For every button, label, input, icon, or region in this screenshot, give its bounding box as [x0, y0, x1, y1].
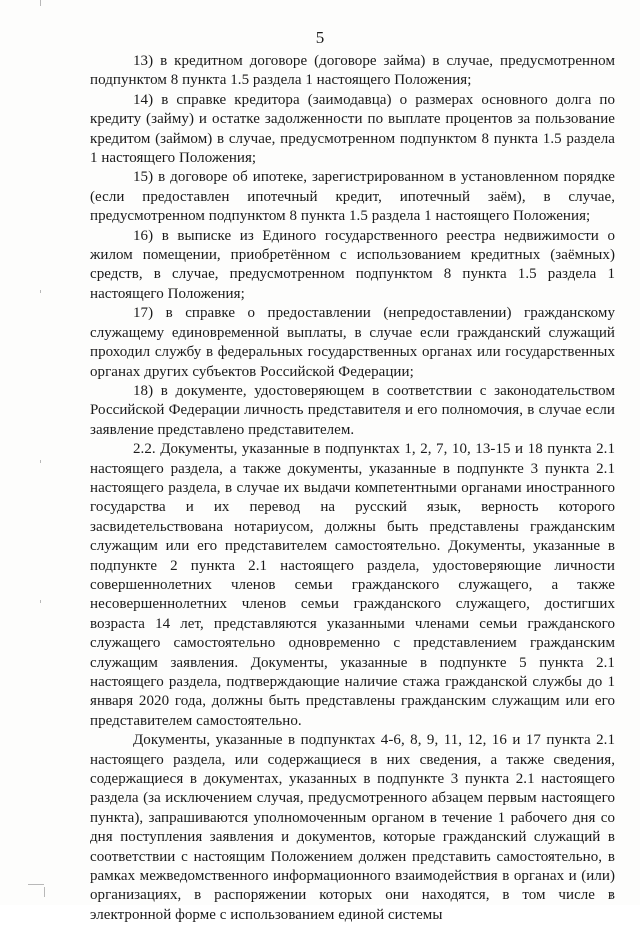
paragraph-item-16: 16) в выписке из Единого государственного реестра недвижимости о жилом помещении, приобретённом с использованием кредитных (заёмных) средств, в случае, предусмотренном подпунктом 8 пункта 1.5 раздела 1 настоящего Положения; [90, 227, 615, 302]
scan-margin-mark [40, 290, 41, 293]
scan-margin-mark [40, 0, 41, 6]
paragraph-section-2-2: 2.2. Документы, указанные в подпунктах 1, 2, 7, 10, 13-15 и 18 пункта 2.1 настоящего раздела, а также документы, указанные в подпункте 3 пункта 2.1 настоящего раздела, в случае их выдачи компетентными органами иностранного государства и их перевод на русский язык, верность которого засвидетельствована нотариусом, должны быть представлены гражданским служащим или его представителем самостоятельно. Документы, указанные в подпункте 2 пункта 2.1 настоящего раздела, удостоверяющие личности совершеннолетних членов семьи гражданского служащего, а также несовершеннолетних членов семьи гражданского служащего, достигших возраста 14 лет, представляются указанными членами семьи гражданского служащего самостоятельно одновременно с представлением гражданским служащим заявления. Документы, указанные в подпункте 5 пункта 2.1 настоящего раздела, подтверждающие наличие стажа гражданской службы до 1 января 2020 года, должны быть представлены гражданским служащим или его представителем самостоятельно. [90, 441, 615, 729]
scan-margin-mark [44, 887, 45, 897]
paragraph-item-18: 18) в документе, удостоверяющем в соответствии с законодательством Российской Федерации личность представителя и его полномочия, в случае если заявление представлено представителем. [90, 382, 615, 438]
paragraph-item-17: 17) в справке о предоставлении (непредоставлении) гражданскому служащему единовременной выплаты, в случае если гражданский служащий проходил службу в федеральных государственных органах или государственных органах других субъектов Российской Федерации; [90, 305, 615, 380]
scan-margin-mark [40, 600, 41, 603]
paragraph-item-15: 15) в договоре об ипотеке, зарегистрированном в установленном порядке (если предоставлен ипотечный кредит, ипотечный заём), в случае, предусмотренном подпунктом 8 пункта 1.5 раздела 1 настоящего Положения; [90, 169, 615, 225]
paragraph-item-14: 14) в справке кредитора (заимодавца) о размерах основного долга по кредиту (займу) и остатке задолженности по выплате процентов за пользование кредитом (займом) в случае, предусмотренном подпунктом 8 пункта 1.5 раздела 1 настоящего Положения; [90, 91, 615, 167]
paragraph-item-13: 13) в кредитном договоре (договоре займа) в случае, предусмотренном подпунктом 8 пункта 1.5 раздела 1 настоящего Положения; [90, 53, 615, 89]
scan-margin-mark [28, 884, 44, 885]
document-body [90, 52, 615, 925]
page-number: 5 [315, 28, 325, 47]
paragraph-documents-requested: Документы, указанные в подпунктах 4-6, 8, 9, 11, 12, 16 и 17 пункта 2.1 настоящего раздела, или содержащиеся в них сведения, а также сведения, содержащиеся в документах, указанных в подпункте 3 пункта 2.1 настоящего раздела (за исключением случая, предусмотренного абзацем первым настоящего пункта), запрашиваются уполномоченным органом в течение 1 рабочего дня со дня поступления заявления и документов, которые гражданский служащий в соответствии с настоящим Положением должен представить самостоятельно, в рамках межведомственного информационного взаимодействия в органах и (или) организациях, в распоряжении которых они находятся, в том числе в электронной форме с использованием единой системы [90, 732, 615, 923]
scan-margin-mark [40, 460, 41, 463]
